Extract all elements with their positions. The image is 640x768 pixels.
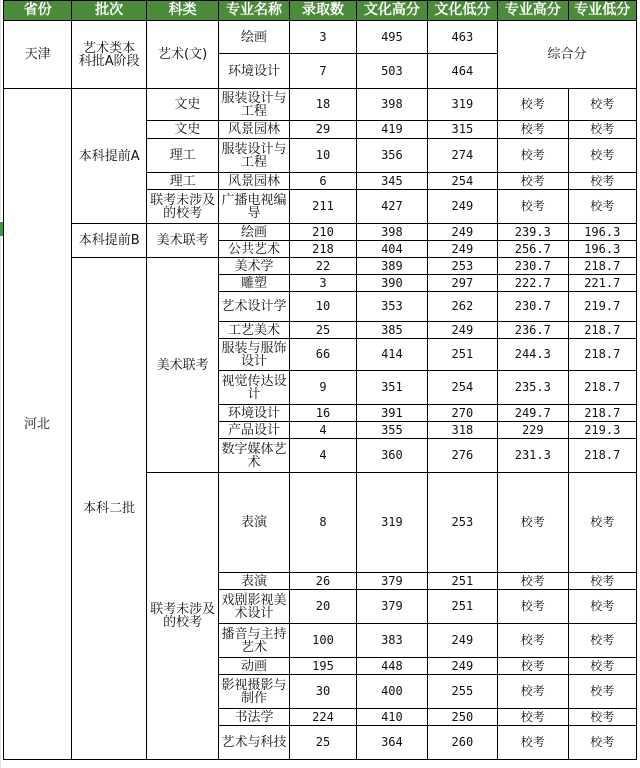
- count-cell: 210: [289, 224, 356, 241]
- header-cell: 录取数: [289, 1, 356, 21]
- culture-low-cell: 254: [427, 173, 497, 190]
- culture-high-cell: 319: [357, 473, 427, 573]
- culture-high-cell: 391: [357, 405, 427, 422]
- culture-low-cell: 253: [427, 258, 497, 275]
- culture-high-cell: 356: [357, 139, 427, 173]
- major-cell: 绘画: [219, 21, 289, 54]
- admission-score-table: [3, 0, 637, 760]
- pro-high-cell: 222.7: [498, 275, 568, 292]
- count-cell: 4: [289, 439, 356, 473]
- major-cell: 产品设计: [219, 422, 289, 439]
- count-cell: 224: [289, 709, 356, 726]
- culture-high-cell: 383: [357, 624, 427, 658]
- pro-high-cell: 校考: [498, 709, 568, 726]
- count-cell: 29: [289, 121, 356, 139]
- culture-high-cell: 419: [357, 121, 427, 139]
- count-cell: 25: [289, 322, 356, 339]
- pro-low-cell: 校考: [568, 190, 636, 224]
- pro-high-cell: 校考: [498, 573, 568, 590]
- major-cell: 美术学: [219, 258, 289, 275]
- culture-high-cell: 355: [357, 422, 427, 439]
- culture-low-cell: 463: [427, 21, 497, 54]
- culture-low-cell: 297: [427, 275, 497, 292]
- major-cell: 表演: [219, 573, 289, 590]
- pro-low-cell: 校考: [568, 573, 636, 590]
- culture-low-cell: 251: [427, 339, 497, 371]
- major-cell: 服装设计与工程: [219, 89, 289, 121]
- major-cell: 服装设计与工程: [219, 139, 289, 173]
- pro-low-cell: 196.3: [568, 241, 636, 258]
- count-cell: 16: [289, 405, 356, 422]
- header-cell: 科类: [146, 1, 218, 21]
- table-row: [4, 258, 637, 275]
- major-cell: 风景园林: [219, 173, 289, 190]
- pro-low-cell: 218.7: [568, 322, 636, 339]
- category-cell: 艺术(文): [146, 21, 218, 89]
- pro-low-cell: 218.7: [568, 439, 636, 473]
- pro-high-cell: 校考: [498, 658, 568, 675]
- category-cell: 美术联考: [146, 224, 218, 258]
- header-cell: 批次: [72, 1, 146, 21]
- culture-low-cell: 249: [427, 241, 497, 258]
- pro-high-cell: 236.7: [498, 322, 568, 339]
- culture-high-cell: 360: [357, 439, 427, 473]
- batch-cell: 艺术类本科批A阶段: [72, 21, 146, 89]
- major-cell: 环境设计: [219, 405, 289, 422]
- count-cell: 100: [289, 624, 356, 658]
- category-cell: 文史: [146, 121, 218, 139]
- culture-low-cell: 276: [427, 439, 497, 473]
- pro-low-cell: 校考: [568, 173, 636, 190]
- culture-high-cell: 353: [357, 292, 427, 322]
- culture-low-cell: 464: [427, 54, 497, 89]
- major-cell: 广播电视编导: [219, 190, 289, 224]
- pro-low-cell: 校考: [568, 590, 636, 624]
- culture-high-cell: 351: [357, 371, 427, 405]
- culture-high-cell: 503: [357, 54, 427, 89]
- count-cell: 18: [289, 89, 356, 121]
- pro-high-cell: 校考: [498, 726, 568, 760]
- category-cell: 文史: [146, 89, 218, 121]
- major-cell: 环境设计: [219, 54, 289, 89]
- batch-cell: 本科提前A: [72, 89, 146, 224]
- culture-high-cell: 448: [357, 658, 427, 675]
- culture-high-cell: 414: [357, 339, 427, 371]
- header-row: [4, 1, 637, 21]
- pro-low-cell: 校考: [568, 675, 636, 709]
- pro-high-cell: 校考: [498, 121, 568, 139]
- header-cell: 文化高分: [357, 1, 427, 21]
- culture-high-cell: 398: [357, 224, 427, 241]
- count-cell: 26: [289, 573, 356, 590]
- table-body: [4, 1, 637, 760]
- major-cell: 播音与主持艺术: [219, 624, 289, 658]
- batch-cell: 本科提前B: [72, 224, 146, 258]
- culture-high-cell: 410: [357, 709, 427, 726]
- major-cell: 动画: [219, 658, 289, 675]
- culture-high-cell: 379: [357, 590, 427, 624]
- culture-low-cell: 254: [427, 371, 497, 405]
- pro-low-cell: 218.7: [568, 258, 636, 275]
- pro-high-cell: 239.3: [498, 224, 568, 241]
- category-cell: 理工: [146, 139, 218, 173]
- culture-low-cell: 270: [427, 405, 497, 422]
- culture-low-cell: 249: [427, 624, 497, 658]
- culture-high-cell: 364: [357, 726, 427, 760]
- culture-low-cell: 251: [427, 573, 497, 590]
- major-cell: 书法学: [219, 709, 289, 726]
- pro-low-cell: 校考: [568, 658, 636, 675]
- culture-low-cell: 250: [427, 709, 497, 726]
- pro-high-cell: 校考: [498, 89, 568, 121]
- pro-high-cell: 校考: [498, 139, 568, 173]
- count-cell: 4: [289, 422, 356, 439]
- culture-low-cell: 260: [427, 726, 497, 760]
- combined-score-cell: 综合分: [498, 21, 637, 89]
- major-cell: 艺术设计学: [219, 292, 289, 322]
- pro-low-cell: 218.7: [568, 339, 636, 371]
- count-cell: 6: [289, 173, 356, 190]
- culture-high-cell: 385: [357, 322, 427, 339]
- count-cell: 30: [289, 675, 356, 709]
- category-cell: 美术联考: [146, 258, 218, 473]
- major-cell: 工艺美术: [219, 322, 289, 339]
- pro-high-cell: 230.7: [498, 258, 568, 275]
- count-cell: 20: [289, 590, 356, 624]
- culture-low-cell: 249: [427, 224, 497, 241]
- pro-high-cell: 校考: [498, 173, 568, 190]
- pro-high-cell: 校考: [498, 473, 568, 573]
- header-cell: 专业低分: [568, 1, 636, 21]
- culture-high-cell: 390: [357, 275, 427, 292]
- major-cell: 影视摄影与制作: [219, 675, 289, 709]
- count-cell: 3: [289, 275, 356, 292]
- count-cell: 9: [289, 371, 356, 405]
- pro-high-cell: 244.3: [498, 339, 568, 371]
- pro-low-cell: 校考: [568, 624, 636, 658]
- pro-high-cell: 231.3: [498, 439, 568, 473]
- pro-low-cell: 校考: [568, 709, 636, 726]
- pro-high-cell: 校考: [498, 675, 568, 709]
- count-cell: 66: [289, 339, 356, 371]
- major-cell: 戏剧影视美术设计: [219, 590, 289, 624]
- culture-high-cell: 379: [357, 573, 427, 590]
- pro-high-cell: 249.7: [498, 405, 568, 422]
- pro-low-cell: 218.7: [568, 371, 636, 405]
- culture-high-cell: 495: [357, 21, 427, 54]
- pro-low-cell: 219.7: [568, 292, 636, 322]
- major-cell: 服装与服饰设计: [219, 339, 289, 371]
- major-cell: 雕塑: [219, 275, 289, 292]
- major-cell: 风景园林: [219, 121, 289, 139]
- count-cell: 8: [289, 473, 356, 573]
- province-cell: 河北: [4, 89, 72, 760]
- table-row: [4, 224, 637, 241]
- category-cell: 联考未涉及的校考: [146, 190, 218, 224]
- culture-high-cell: 398: [357, 89, 427, 121]
- pro-high-cell: 校考: [498, 624, 568, 658]
- culture-low-cell: 249: [427, 190, 497, 224]
- count-cell: 7: [289, 54, 356, 89]
- header-cell: 省份: [4, 1, 72, 21]
- culture-high-cell: 400: [357, 675, 427, 709]
- table-row: [4, 21, 637, 54]
- major-cell: 艺术与科技: [219, 726, 289, 760]
- culture-low-cell: 262: [427, 292, 497, 322]
- pro-low-cell: 校考: [568, 89, 636, 121]
- culture-high-cell: 404: [357, 241, 427, 258]
- major-cell: 数字媒体艺术: [219, 439, 289, 473]
- count-cell: 22: [289, 258, 356, 275]
- pro-low-cell: 221.7: [568, 275, 636, 292]
- culture-high-cell: 345: [357, 173, 427, 190]
- culture-low-cell: 274: [427, 139, 497, 173]
- culture-low-cell: 315: [427, 121, 497, 139]
- count-cell: 3: [289, 21, 356, 54]
- header-cell: 文化低分: [427, 1, 497, 21]
- major-cell: 绘画: [219, 224, 289, 241]
- pro-low-cell: 校考: [568, 726, 636, 760]
- major-cell: 公共艺术: [219, 241, 289, 258]
- pro-high-cell: 校考: [498, 190, 568, 224]
- major-cell: 表演: [219, 473, 289, 573]
- count-cell: 10: [289, 292, 356, 322]
- category-cell: 联考未涉及的校考: [146, 473, 218, 760]
- pro-low-cell: 校考: [568, 473, 636, 573]
- culture-low-cell: 249: [427, 658, 497, 675]
- pro-high-cell: 230.7: [498, 292, 568, 322]
- count-cell: 211: [289, 190, 356, 224]
- pro-low-cell: 校考: [568, 121, 636, 139]
- culture-high-cell: 389: [357, 258, 427, 275]
- culture-low-cell: 318: [427, 422, 497, 439]
- culture-high-cell: 427: [357, 190, 427, 224]
- culture-low-cell: 251: [427, 590, 497, 624]
- sheet-gridline: [0, 0, 1, 768]
- header-cell: 专业名称: [219, 1, 289, 21]
- pro-low-cell: 196.3: [568, 224, 636, 241]
- major-cell: 视觉传达设计: [219, 371, 289, 405]
- pro-low-cell: 校考: [568, 139, 636, 173]
- pro-high-cell: 229: [498, 422, 568, 439]
- batch-cell: 本科二批: [72, 258, 146, 760]
- count-cell: 195: [289, 658, 356, 675]
- pro-low-cell: 219.3: [568, 422, 636, 439]
- count-cell: 25: [289, 726, 356, 760]
- count-cell: 218: [289, 241, 356, 258]
- province-cell: 天津: [4, 21, 72, 89]
- culture-low-cell: 253: [427, 473, 497, 573]
- culture-low-cell: 319: [427, 89, 497, 121]
- pro-low-cell: 218.7: [568, 405, 636, 422]
- header-cell: 专业高分: [498, 1, 568, 21]
- pro-high-cell: 校考: [498, 590, 568, 624]
- table-row: [4, 89, 637, 121]
- pro-high-cell: 256.7: [498, 241, 568, 258]
- count-cell: 10: [289, 139, 356, 173]
- category-cell: 理工: [146, 173, 218, 190]
- culture-low-cell: 255: [427, 675, 497, 709]
- pro-high-cell: 235.3: [498, 371, 568, 405]
- culture-low-cell: 249: [427, 322, 497, 339]
